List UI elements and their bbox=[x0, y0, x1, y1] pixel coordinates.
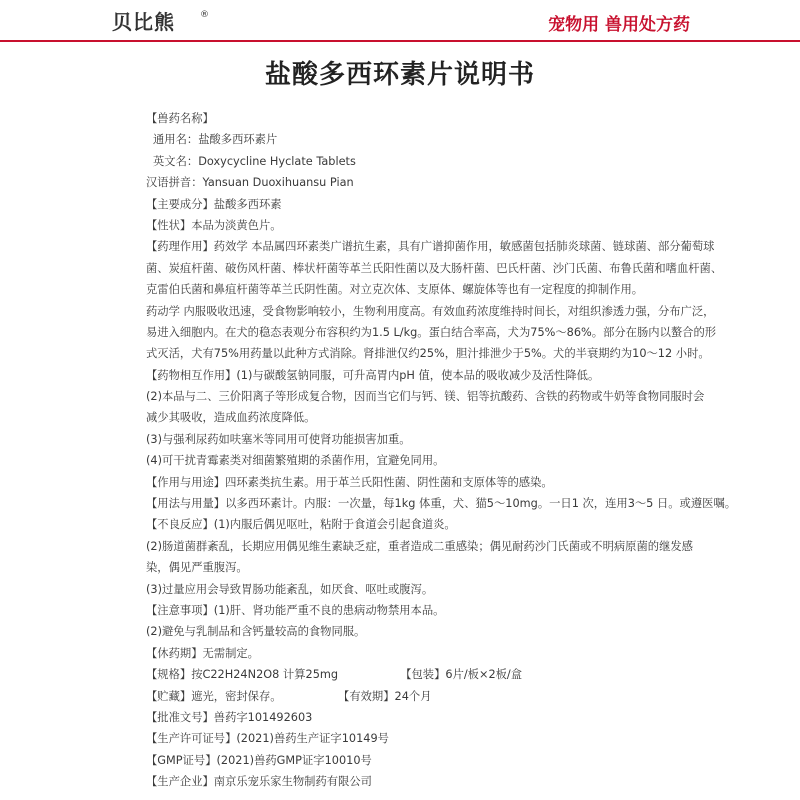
text-line: (2)避免与乳制品和含钙量较高的食物同服。 bbox=[146, 625, 366, 639]
text-line: 【批准文号】兽药字101492603 bbox=[146, 710, 313, 724]
text-line: 【药物相互作用】(1)与碳酸氢钠同服，可升高胃内pH 值，使本品的吸收减少及活性降低。 bbox=[146, 368, 600, 382]
text-line: (3)与强利尿药如呋塞米等同用可使肾功能损害加重。 bbox=[146, 432, 411, 446]
text-line: 【休药期】无需制定。 bbox=[146, 646, 259, 660]
document-body bbox=[146, 108, 737, 793]
text-line: (2)本品与二、三价阳离子等形成复合物，因而当它们与钙、镁、铝等抗酸药、含铁的药物或牛奶等食物同服时会 bbox=[146, 390, 705, 404]
text-line: (2)肠道菌群紊乱，长期应用偶见维生素缺乏症，重者造成二重感染；偶见耐药沙门氏菌或不明病原菌的继发感 bbox=[146, 539, 693, 553]
brand-logo: 贝比熊 bbox=[112, 10, 175, 34]
section-header: 【兽药名称】 bbox=[146, 112, 214, 125]
text-line: 英文名：Doxycycline Hyclate Tablets bbox=[153, 154, 356, 168]
text-line: 克雷伯氏菌和鼻疽杆菌等革兰氏阴性菌。对立克次体、支原体、螺旋体等也有一定程度的抑制作用。 bbox=[146, 283, 644, 297]
text-line: (3)过量应用会导致胃肠功能紊乱，如厌食、呕吐或腹泻。 bbox=[146, 582, 434, 596]
text-line: 【药理作用】药效学 本品属四环素类广谱抗生素，具有广谱抑菌作用，敏感菌包括肺炎球菌、链球菌、部分葡萄球 bbox=[146, 240, 715, 254]
text-line: 【规格】按C22H24N2O8 计算25mg 【包装】6片/板×2板/盒 bbox=[146, 668, 523, 682]
text-line: 式灭活，犬有75%用药量以此种方式消除。肾排泄仅约25%，胆汁排泄少于5%。犬的半衰期约为10～12 小时。 bbox=[146, 347, 710, 361]
text-line: 【不良反应】(1)内服后偶见呕吐，粘附于食道会引起食道炎。 bbox=[146, 518, 456, 532]
text-line: 通用名：盐酸多西环素片 bbox=[153, 133, 278, 147]
text-line: 【用法与用量】以多西环素计。内服：一次量，每1kg 体重，犬、猫5～10mg。一日1 次，连用3～5 日。或遵医嘱。 bbox=[146, 497, 737, 511]
text-line: 【注意事项】(1)肝、肾功能严重不良的患病动物禁用本品。 bbox=[146, 603, 445, 617]
text-line: (4)可干扰青霉素类对细菌繁殖期的杀菌作用，宜避免同用。 bbox=[146, 454, 445, 468]
text-line: 药动学 内服吸收迅速，受食物影响较小，生物利用度高。有效血药浓度维持时间长，对组织渗透力强，分布广泛， bbox=[146, 304, 715, 318]
text-line: 【主要成分】盐酸多西环素 bbox=[146, 197, 282, 211]
text-line: 【生产许可证号】(2021)兽药生产证字10149号 bbox=[146, 732, 389, 746]
text-line: 【作用与用途】四环素类抗生素。用于革兰氏阳性菌、阴性菌和支原体等的感染。 bbox=[146, 475, 553, 489]
text-line: 易进入细胞内。在犬的稳态表观分布容积约为1.5 L/kg。蛋白结合率高，犬为75%～86%。部分在肠内以螯合的形 bbox=[146, 325, 717, 339]
registered-mark: ® bbox=[200, 10, 209, 20]
prescription-label: 宠物用 兽用处方药 bbox=[548, 15, 690, 35]
header-bar bbox=[0, 0, 800, 42]
text-line: 减少其吸收，造成血药浓度降低。 bbox=[146, 411, 316, 425]
text-line: 【性状】本品为淡黄色片。 bbox=[146, 218, 282, 232]
text-line: 【生产企业】南京乐宠乐家生物制药有限公司 bbox=[146, 775, 372, 789]
text-line: 【贮藏】遮光，密封保存。 【有效期】24个月 bbox=[146, 689, 432, 703]
text-line: 染，偶见严重腹泻。 bbox=[146, 561, 248, 575]
text-line: 【GMP证号】(2021)兽药GMP证字10010号 bbox=[146, 753, 372, 767]
document-title: 盐酸多西环素片说明书 bbox=[264, 60, 535, 90]
text-line: 汉语拼音：Yansuan Duoxihuansu Pian bbox=[146, 176, 354, 190]
text-line: 菌、炭疽杆菌、破伤风杆菌、棒状杆菌等革兰氏阳性菌以及大肠杆菌、巴氏杆菌、沙门氏菌、布鲁氏菌和嗜血杆菌、 bbox=[146, 261, 723, 275]
